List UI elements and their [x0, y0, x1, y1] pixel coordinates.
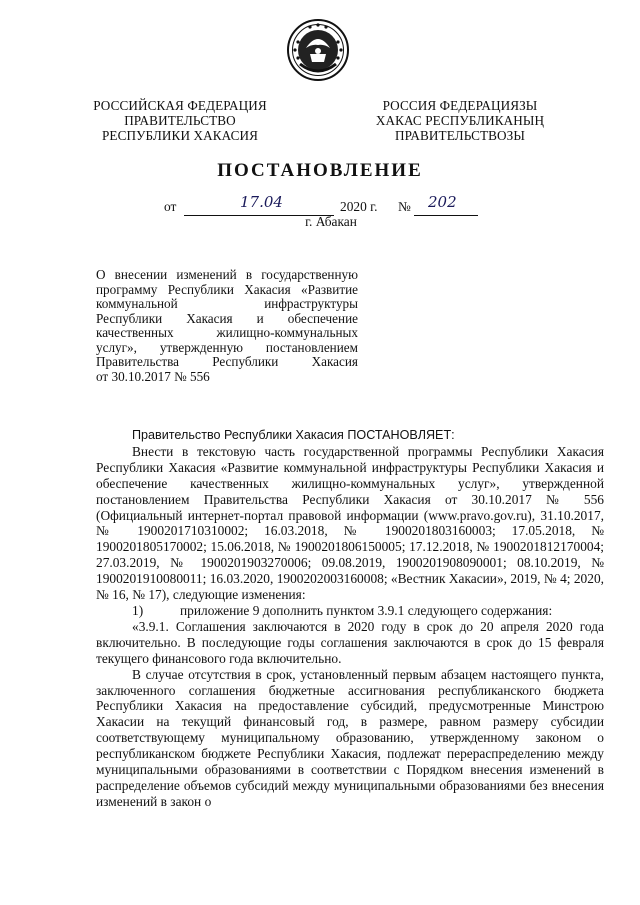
subject-line: О внесении изменений в государственную [96, 267, 358, 282]
document-body [96, 428, 604, 810]
subject-line: услуг», утвержденную постановлением [96, 339, 358, 355]
subject-line: коммунальной инфраструктуры [96, 296, 358, 311]
subject-block [96, 268, 358, 384]
handwritten-number: 202 [428, 193, 457, 211]
header-left-line: РЕСПУБЛИКИ ХАКАСИЯ [102, 128, 258, 143]
list-item [96, 603, 604, 619]
from-label: от [164, 199, 177, 214]
header-right-line: ПРАВИТЕЛЬСТВОЗЫ [395, 128, 525, 143]
header-right-line: РОССИЯ ФЕДЕРАЦИЯЗЫ [382, 98, 538, 113]
document-title: ПОСТАНОВЛЕНИЕ [217, 160, 423, 181]
coat-of-arms-emblem [286, 18, 350, 82]
list-item-text: приложение 9 дополнить пунктом 3.9.1 следующего содержания: [180, 602, 553, 618]
paragraph: В случае отсутствия в срок, установленный первым абзацем настоящего пункта, заключенного соглашения бюджетные ассигнования республиканского бюджета Республики Хакасия на предоставление субсидий, предусмотренные Минстрою Хакасии на текущий финансовый год, в размере, равном размеру субсидии соответствующему муниципальному образованию, утвержденному законом о республиканском бюджете Республики Хакасия, подлежат перераспределению между муниципальными образованиями в соответствии с Порядком внесения изменений в распределение объемов субсидий между муниципальными образованиями без внесения изменений в закон о [96, 666, 604, 809]
number-label: № [398, 199, 411, 214]
header-right-line: ХАКАС РЕСПУБЛИКАНЫҢ [375, 113, 545, 128]
decree-line: Правительство Республики Хакасия ПОСТАНОВЛЯЕТ: [132, 428, 455, 442]
handwritten-date: 17.04 [240, 193, 283, 211]
header-left-block [80, 98, 280, 143]
year-label: 2020 г. [340, 199, 378, 214]
paragraph: «3.9.1. Соглашения заключаются в 2020 году в срок до 20 апреля 2020 года включительно. В последующие годы соглашения заключаются в срок до 15 февраля текущего финансового года включительно. [96, 618, 604, 666]
subject-line: от 30.10.2017 № 556 [96, 368, 210, 384]
subject-line: качественных жилищно-коммунальных [96, 325, 358, 340]
subject-line: программу Республики Хакасия «Развитие [96, 281, 358, 297]
city-label: г. Абакан [305, 214, 357, 229]
header-left-line: РОССИЙСКАЯ ФЕДЕРАЦИЯ [93, 98, 267, 113]
subject-line: Республики Хакасия и обеспечение [96, 310, 358, 326]
header-left-line: ПРАВИТЕЛЬСТВО [124, 113, 236, 128]
list-item-number: 1) [132, 602, 144, 618]
paragraph: Внести в текстовую часть государственной программы Республики Хакасия Республики Хакасия «Развитие коммунальной инфраструктуры Республики Хакасия и обеспечение качественных жилищно-коммунальных услуг», утвержденной постановлением Правительства Республики Хакасия от 30.10.2017 № 556 (Официальный интернет-портал правовой информации (www.pravo.gov.ru), 31.10.2017, № 1900201710310002; 16.03.2018, № 1900201803160003; 17.05.2018, № 1900201805170002; 15.06.2018, № 1900201806150005; 17.12.2018, № 1900201812170004; 27.03.2019, № 1900201903270006; 09.08.2019, 1900201908090001; 08.10.2019, № 1900201910080011; 16.03.2020, 1900202003160008; «Вестник Хакасии», 2019, № 4; 2020, № 16, № 17), следующие изменения: [96, 443, 604, 603]
header-right-block [360, 98, 560, 143]
subject-line: Правительства Республики Хакасия [96, 354, 358, 369]
